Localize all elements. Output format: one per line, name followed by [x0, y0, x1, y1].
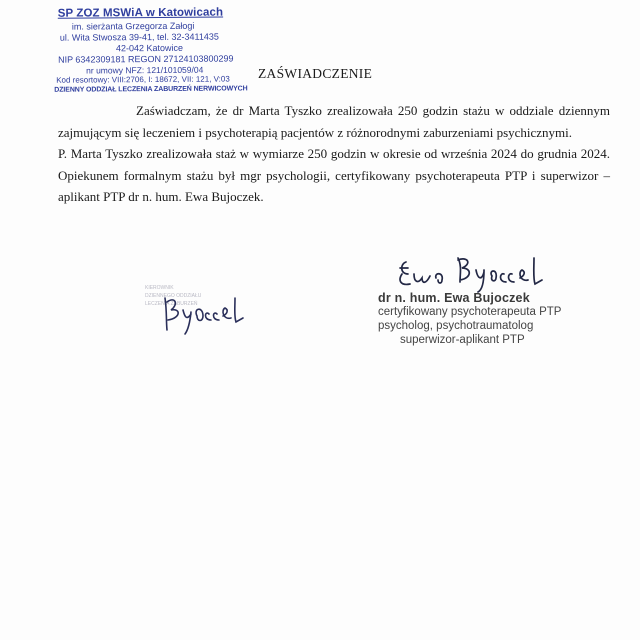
institution-stamp [52, 7, 263, 93]
document-body [58, 100, 610, 208]
signatory-name: dr n. hum. Ewa Bujoczek [378, 291, 530, 305]
handwritten-signature-icon [157, 286, 267, 336]
right-signature-block [378, 252, 588, 347]
left-signature-stamp [135, 282, 275, 342]
stamp-department-code: Kod resortowy: VIII:2706, I: 18672, VII: 121, V:03 [56, 74, 230, 85]
stamp-patron: im. sierżanta Grzegorza Załogi [71, 20, 195, 32]
faded-stamp-text: KIEROWNIK DZIENNEGO ODDZIAŁU LECZENIA ZABURZEŃ [145, 285, 202, 307]
document-title: ZAŚWIADCZENIE [258, 66, 373, 81]
paragraph-2: P. Marta Tyszko zrealizowała staż w wymiarze 250 godzin w okresie od września 2024 do grudnia 2024. Opiekunem formalnym stażu był mgr psychologii, certyfikowany psychoterapeuta PTP i superwizor – aplikant PTP dr n. hum. Ewa Bujoczek. [58, 146, 610, 205]
stamp-department-name: DZIENNY ODDZIAŁ LECZENIA ZABURZEŃ NERWICOWYCH [54, 85, 248, 94]
stamp-city: 42-042 Katowice [115, 42, 184, 53]
stamp-nip-regon: NIP 6342309181 REGON 27124103800299 [58, 52, 234, 65]
signatory-title-1: certyfikowany psychoterapeuta PTP [378, 306, 562, 318]
signatory-title-3: superwizor-aplikant PTP [400, 334, 525, 346]
signatory-title-2: psycholog, psychotraumatolog [378, 320, 534, 332]
stamp-address: ul. Wita Stwosza 39-41, tel. 32-3411435 [59, 31, 219, 43]
paragraph-1: Zaświadczam, że dr Marta Tyszko zrealizowała 250 godzin stażu w oddziale dziennym zajmującym się leczeniem i psychoterapią pacjentów z różnorodnymi zaburzeniami psychicznymi. [58, 103, 610, 140]
handwritten-signature-icon [396, 252, 556, 294]
stamp-institution-name: SP ZOZ MSWiA w Katowicach [57, 6, 224, 20]
stamp-nfz-contract: nr umowy NFZ: 121/101059/04 [86, 64, 204, 75]
